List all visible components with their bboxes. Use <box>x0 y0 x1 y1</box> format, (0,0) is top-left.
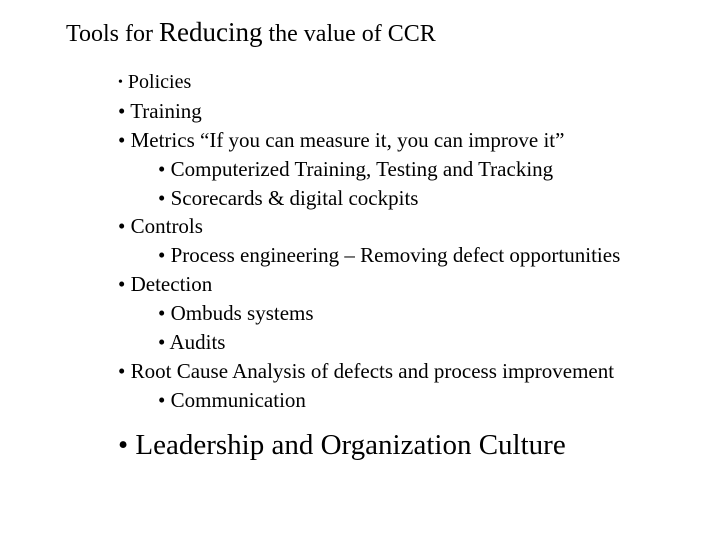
sub-bullet-process-engineering: • Process engineering – Removing defect opportunities <box>158 243 621 268</box>
sub-bullet-scorecards: • Scorecards & digital cockpits <box>158 185 419 210</box>
bullet-list <box>118 68 620 467</box>
bullet-policies <box>118 68 620 97</box>
slide-title <box>66 14 436 52</box>
bullet-metrics: • Metrics “If you can measure it, you can improve it” <box>118 127 565 152</box>
bullet-detection: • Detection <box>118 272 213 297</box>
sub-bullet-audits: • Audits <box>158 330 226 355</box>
bullet-policies-label: Policies <box>122 71 192 93</box>
bullet-root-cause-analysis: • Root Cause Analysis of defects and process improvement <box>118 358 615 383</box>
title-part-2: Reducing <box>158 17 263 47</box>
sub-bullet-ombuds-systems: • Ombuds systems <box>158 301 314 326</box>
title-part-1: Tools for <box>66 21 153 47</box>
bullet-training: • Training <box>118 98 202 123</box>
bullet-leadership-culture: • Leadership and Organization Culture <box>118 428 566 461</box>
sub-bullet-communication: • Communication <box>158 387 306 412</box>
bullet-symbol: • <box>118 75 123 90</box>
sub-bullet-computerized-training: • Computerized Training, Testing and Tracking <box>158 156 554 181</box>
bullet-controls: • Controls <box>118 214 203 239</box>
title-part-3: the value of CCR <box>268 21 436 47</box>
